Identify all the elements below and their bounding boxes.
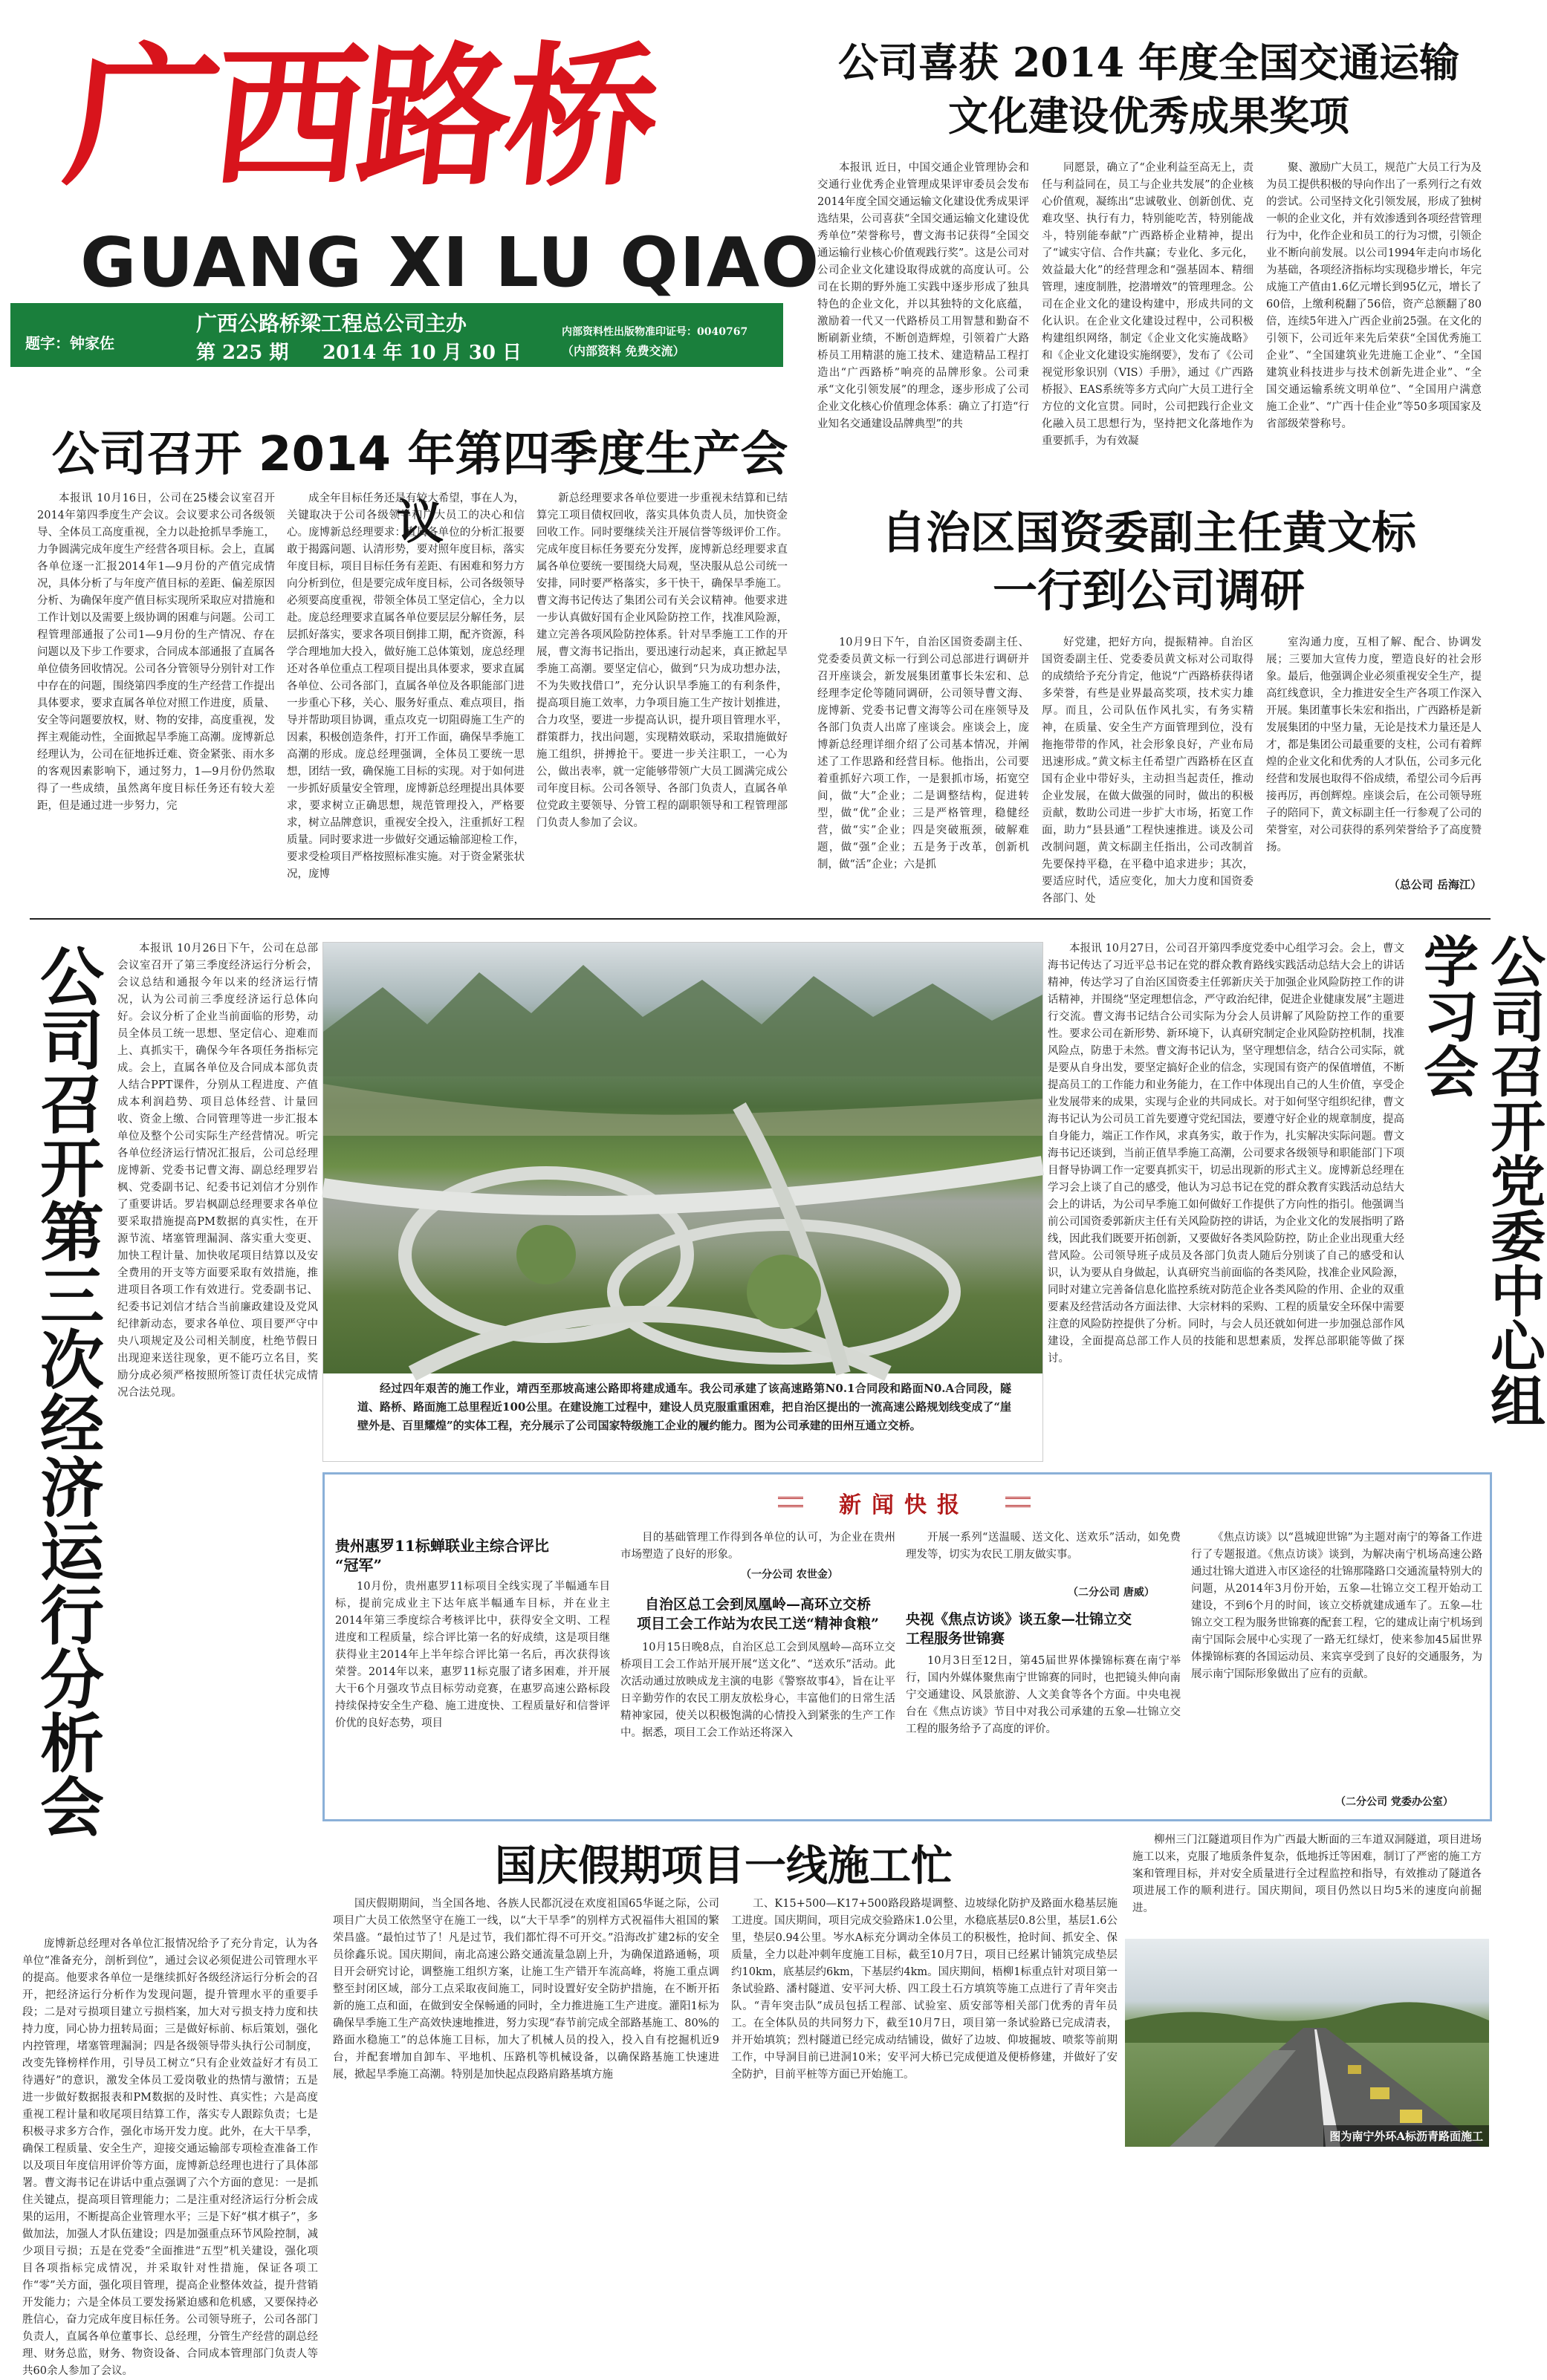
news-item2-title-1: 自治区总工会到凤凰岭—高环立交桥 [644, 1596, 871, 1613]
news-item1-title-2: “冠军” [335, 1556, 383, 1574]
masthead-title: 广西路桥 [57, 28, 662, 207]
article-meeting-col-1: 本报讯 10月16日，公司在25楼会议室召开2014年第四季度生产会议。会议要求公司各级领导、全体员工高度重视，全力以赴抢抓旱季施工，力争圆满完成年度生产经营各项目标。会上，直属各单位逐一汇报2014年1—9月份的产值完成情况，具体分析了与年度产值目标的差距、偏差原因分析、为确保年度产值目标实现所采取应对措施和工作计划以及需要上级协调的困难与问题。公司工程管理部通报了公司1—9月份的生产情况、存在问题以及下步工作要求，合同成本部通报了直属各单位债务回收情况。公司各分管领导分别针对工作中存在的问题，围绕第四季度的生产经营工作提出具体要求，要求直属各单位对照工作进度，质量、安全等问题要放权，财、物的安排，高度重视，发挥主观能动性，全面掀起旱季施工高潮。庞博新总经理认为，公司在征地拆迁难、资金紧张、雨水多的客观因素影响下，通过努力，1—9月份仍然取得了一些成绩，虽然离年度目标任务还有较大差距，但是通过进一步努力，完 [37, 492, 275, 812]
interchange-illustration [323, 943, 1042, 1373]
article-party-text: 本报讯 10月27日，公司召开第四季度党委中心组学习会。会上，曹文海书记传达了习近平总书记在党的群众教育路线实践活动总结大会上的讲话精神，传达学习了自治区国资委主任郭新庆关于加强企业风险防控工作的讲话精神，并围绕“坚定理想信念，严守政治纪律，促进企业健康发展”主题进行交流。曹文海书记结合公司实际为分会人员讲解了风险防控工作的重要性。要求公司在新形势、新环境下，认真研究制定企业风险防控机制，找准风险点，防患于未然。曹文海书记认为，坚守理想信念，结合公司实际，就是要从自身出发，要坚定搞好企业的信念，实现国有资产的保值增值，不断提高员工的工作能力和业务能力，在工作中体现出自己的人生价值，享受企业发展带来的成果，实现与企业的共同成长。对于如何坚守组织纪律，曹文海书记认为公司员工首先要遵守党纪国法，要遵守好企业的规章制度，提高自身能力，端正工作作风，求真务实，敢于作为，扎实解决实际问题。曹文海书记还谈到，当前正值旱季施工高潮，公司要求各级领导和职能部门下项目督导协调工作一定要真抓实干，切忌出现新的形式主义。庞博新总经理在学习会上谈了自己的感受，他认为习总书记在党的群众教育实践活动总结大会上的讲话，为公司早季施工如何做好工作提供了方向性的指引。他强调当前公司国资委郭新庆主任有关风险防控的讲话，为企业文化的发展指明了路线，因此我们既要开拓创新，又要做好各类风险防控，防止企业出现重大经营风险。公司领导班子成员及各部门负责人随后分别谈了自己的感受和认识，认为要从自身做起，认真研究当前面临的各类风险，找准企业风险源，同时对建立完善备信息化监控系统对防范企业各类风险的作用、企业的双重要素及经营活动各方面法律、大宗材料的采购、工程的质量安全环保中需要注意的风险防控提供了分析。同时，与会人员还就如何进一步加强总部作风建设，全面提高总部工作人员的技能和思想素质，发挥总部职能等做了探讨。 [1048, 943, 1404, 1365]
article-award [807, 22, 1491, 492]
article-meeting-col-3: 新总经理要求各单位要进一步重视未结算和已结算完工项目债权回收，落实具体负责人员，加快资金回收工作。同时要继续关注开展信誉等级评价工作。完成年度目标任务要充分发挥，庞博新总经理要求直属各单位要统一要围绕大局观，坚决服从总公司统一安排，同时要严格落实，多干快干，确保旱季施工。曹文海书记传达了集团公司有关会议精神。他要求进一步认真做好国有企业风险防控工作，找准风险源，建立完善各项风险防控体系。针对旱季施工工作的开展，曹文海书记指出，要迅速行动起来，真正掀起旱季施工高潮。要坚定信心，做到“只为成功想办法，不为失败找借口”，充分认识旱季施工的有利条件，提高项目施工效率，力争项目施工生产按计划推进，合力攻坚，要进一步提高认识，提升项目管理水平，群策群力，找出问题，实现精效联动，采取措施做好施工组织，拼搏抢干。要进一步关注职工，一心为公，做出表率，就一定能够带领广大员工圆满完成公司年度目标。公司各领导、各部门负责人，直属各单位党政主要领导、分管工程的副职领导和工程管理部门负责人参加了会议。 [536, 492, 788, 829]
article-party-title: 公司召开党委中心组学习会 [1415, 933, 1546, 1428]
article-economic-title: 公司召开第三次经济运行分析会 [29, 943, 104, 1838]
news-item2-title-2: 项目工会工作站为农民工送“精神食粮” [637, 1616, 879, 1632]
article-holiday [322, 1827, 1492, 2147]
article-award-title-2: 文化建设优秀成果奖项 [948, 92, 1349, 140]
news-flash [322, 1472, 1492, 1821]
article-meeting-col-2: 成全年目标任务还是有较大希望，事在人为，关键取决于公司各级领导和广大员工的决心和信心。庞博新总经理要求：直属各单位的分析汇报要敢于揭露问题、认清形势，要对照年度目标，落实年度目标，项目目标任务有差距、有困难和努力方向分析到位，但是要完成年度目标，公司各级领导必须要高度重视，带领全体员工坚定信心，全力以赴。庞总经理要求直属各单位要层层分解任务，层层抓好落实，要求各项目倒排工期，配齐资源，科学合理地加大投入，做好施工总体策划，庞总经理还对各单位重点工程项目提出具体要求，要求直属各单位、公司各部门，直属各单位及各职能部门进一步重心下移，关心、服务好重点、难点项目，指导并帮助项目协调，重点攻克一切阻碍施工生产的因素，积极创造条件，打开工作面，确保旱季施工高潮的形成。庞总经理强调，全体员工要统一思想，团结一致，确保施工目标的实现。对于如何进一步抓好质量安全管理，庞博新总经理提出具体要求，要求树立正确思想，规范管理投入，严格要求，树立品牌意识，重视安全投入，注重抓好工程质量。同时要求进一步做好交通运输部迎检工作，要求受检项目严格按照标准实施。对于资金紧张状况，庞博 [287, 492, 525, 880]
article-holiday-title: 国庆假期项目一线施工忙 [495, 1841, 953, 1890]
article-visit [807, 496, 1491, 912]
article-holiday-right-text: 柳州三门江隧道项目作为广西最大断面的三车道双洞隧道，项目进场施工以来，克服了地质条件复杂，低地拆迁等困难，制订了严密的施工方案和管理目标，并对安全质量进行全过程监控和指导，有效推动了隧道各项进展工作的顺利进行。国庆期间，项目仍然以日均5米的速度向前掘进。 [1132, 1834, 1482, 1914]
masthead-issue: 第 225 期 [196, 342, 289, 364]
main-photo [323, 943, 1042, 1373]
news-flash-ornament-left [778, 1497, 803, 1507]
article-economic-col-top: 本报讯 10月26日下午，公司在总部会议室召开了第三季度经济运行分析会，会议总结和通报今年以来的经济运行情况，认为公司前三季度经济运行总体向好。会议分析了企业当前面临的形势，动员全体员工统一思想、坚定信心、迎难而上、真抓实干，确保今年各项任务指标完成。会上，直属各单位及合同成本部负责人结合PPT课件，分别从工程进度、产值成本利润趋势、项目总体经营、计量回收、资金上缴、合同管理等进一步汇报本单位及整个公司实际生产经营情况。听完各单位经济运行情况汇报后，公司总经理庞博新、党委书记曹文海、副总经理罗岩枫、党委副书记、纪委书记刘信才分别作了重要讲话。罗岩枫副总经理要求各单位要采取措施提高PM数据的真实性，在开源节流、堵塞管理漏洞、落实重大变更、加快工程计量、加快收尾项目结算以及安全费用的开支等方面要采取有效措施，推进项目各项工作有效进行。党委副书记、纪委书记刘信才结合当前廉政建设及党风纪律新动态，要求各单位、项目要严守中央八项规定及公司相关制度，杜绝节假日出现迎来送往现象，更不能巧立名目，奖励分成必须严格按照所签订责任状完成情况合法兑现。 [117, 943, 318, 1399]
news-flash-banner [808, 1486, 1001, 1518]
article-visit-col-1: 10月9日下午，自治区国资委副主任、党委委员黄文标一行到公司总部进行调研并召开座谈会，新发展集团董事长朱宏和、总经理李定伦等随同调研，公司领导曹文海、庞博新、党委书记曹文海等公司在座领导及各部门负责人出席了座谈会。座谈会上，庞博新总经理详细介绍了公司基本情况，并阐述了工作思路和经营目标。他指出，公司要着重抓好六项工作，一是狠抓市场，拓宽空间，做“大”企业；二是调整结构，促进转型，做“优”企业；三是严格管理，稳健经营，做“实”企业；四是突破瓶颈，破解难题，做“强”企业；五是务于改革，创新机制，做“活”企业；六是抓 [817, 637, 1029, 871]
article-visit-col-2: 好党建，把好方向，提振精神。自治区国资委副主任、党委委员黄文标对公司取得的成绩给予充分肯定，他说“广西路桥获得诸多荣誉，有些是业界最高奖项，技术实力雄厚。而且，公司队伍作风扎实，有务实精神，在质量、安全生产方面管理到位，没有拖拖带带的作风，社会形象良好，产业布局迅速形成。”黄文标主任希望广西路桥在区直国有企业中带好头，主动担当起责任，推动企业发展，在做大做强的同时，做出的积极贡献，数助公司进一步扩大市场，拓宽工作面，助力“县县通”工程快速推进。谈及公司改制问题，黄文标副主任指出，公司改制首先要保持平稳，在平稳中追求进步；其次，要适应时代，适应变化，加大力度和国资委各部门、处 [1042, 637, 1254, 905]
road-illustration [1125, 1939, 1489, 2147]
article-visit-signature: （总公司 岳海江） [1388, 878, 1482, 891]
masthead-pinyin: GUANG XI LU QIAO [80, 223, 821, 302]
news-item2-sign: （二分公司 唐威） [1068, 1587, 1155, 1599]
news-item3-sign: （二分公司 党委办公室） [1335, 1796, 1453, 1808]
section-divider [30, 918, 1491, 920]
article-meeting-title: 公司召开 2014 年第四季度生产会议 [51, 427, 788, 550]
news-flash-ornament-right [1005, 1497, 1031, 1507]
article-visit-title-1: 自治区国资委副主任黄文标 [881, 507, 1416, 559]
news-item3-right: 《焦点访谈》以“邕城迎世锦”为主题对南宁的筹备工作进行了专题报道。《焦点访谈》谈到，为解决南宁机场高速公路通过壮锦大道进入市区途径的壮锦那隆路口交通流量特别大的问题，从2014年3月份开始，五象—壮锦立交工程开始动工建设，不到6个月的时间，该立交桥就建成通车了。五象—壮锦立交工程为服务世锦赛的配套工程，它的建成让南宁机场到南宁国际会展中心实现了一路无红绿灯，使来参加45届世界体操锦标赛的各国运动员、来宾享受到了良好的交通服务，为展示南宁国际形象做出了应有的贡献。 [1191, 1532, 1482, 1680]
article-award-col-3: 聚、激励广大员工，规范广大员工行为及为员工提供积极的导向作出了一系列行之有效的尝试。公司坚持文化引领发展，形成了独树一帜的企业文化，并有效渗透到各项经营管理行为中，化作企业和员工的行为习惯，引领企业不断向前发展。以公司1994年走向市场化为基础，各项经济指标均实现稳步增长，年完成施工产值由1.6亿元增长到95亿元，增长了60倍，上缴利税翻了56倍，资产总额翻了80倍，连续5年进入广西企业前25强。在文化的引领下，公司近年来先后荣获“全国优秀施工企业”、“全国建筑业先进施工企业”、“全国建筑业科技进步与技术创新先进企业”、“全国交通运输系统文明单位”、“全国用户满意施工企业”、“广西十佳企业”等50多项国家及省部级荣誉称号。 [1266, 162, 1482, 430]
news-item2-end: 开展一系列“送温暖、送文化、送欢乐”活动，如免费理发等，切实为农民工朋友做实事。 [906, 1532, 1181, 1561]
article-award-col-2: 同愿景，确立了“企业利益至高无上，责任与利益同在，员工与企业共发展”的企业核心价值观，凝练出“忠诚敬业、创新创优、克难攻坚、执行有力，特别能吃苦，特别能战斗，特别能奉献”广西路桥企业精神，提出了“诚实守信、合作共赢；专业化、多元化，效益最大化”的经营理念和“强基固本、精细管理，速度制胜，挖潜增效”的管理理念。公司在企业文化的建设构建中，形成共同的文化认识。在企业文化建设过程中，公司积极构建组织网络，制定《企业文化实施战略》和《企业文化建设实施纲要》，发布了《公司视觉形象识别（VIS）手册》，通过《广西路桥报》、EAS系统等多方式向广大员工进行全方位的文化宣贯。同时，公司把践行企业文化融入员工思想行为，坚持把文化落地作为重要抓手，为有效凝 [1042, 162, 1254, 447]
news-item3-title-1: 央视《焦点访谈》谈五象—壮锦立交 [906, 1611, 1132, 1628]
article-party [1048, 926, 1546, 1475]
masthead-inscription: 题字：钟家佐 [25, 334, 114, 352]
news-item3-text: 10月3日至12日，第45届世界体操锦标赛在南宁举行，国内外媒体聚焦南宁世锦赛的同时，也把镜头伸向南宁交通建设、风景旅游、人文美食等各个方面。中央电视台在《焦点访谈》节目中对我公司承建的五象—壮锦立交工程的服务给予了高度的评价。 [906, 1655, 1181, 1735]
news-item1-end: 目的基础管理工作得到各单位的认可，为企业在贵州市场塑造了良好的形象。 [620, 1532, 895, 1561]
news-flash-title: 新闻快报 [839, 1492, 970, 1518]
article-economic [22, 926, 320, 2377]
article-holiday-col-1: 国庆假期期间，当全国各地、各族人民都沉浸在欢度祖国65华诞之际，公司项目广大员工依然坚守在施工一线，以“大干旱季”的别样方式祝福伟大祖国的繁荣昌盛。“最怕过节了！凡是过节，我们都忙得不可开交。”沿海改扩建2标的安全员徐鑫乐说。国庆期间，南北高速公路交通流量急剧上升，为确保道路通畅，项目开会研究讨论，调整施工组织方案，让施工生产错开车流高峰，将施工重点调整至封闭区域，部分工点采取夜间施工，同时设置好安全防护措施，在不断开拓新的施工点和面，在做到安全保畅通的同时，全力推进施工生产进度。灌阳1标为确保旱季施工生产高效快速地推进，努力实现“春节前完成全部路基施工、80%的路面水稳施工”的总体施工目标，加大了机械人员的投入，投入自有挖掘机近9台，并配套增加自卸车、平地机、压路机等机械设备，以确保路基施工快速进展，掀起旱季施工高潮。特别是加快起点段路肩路基填方施 [333, 1898, 719, 2081]
masthead-info-band [10, 303, 783, 367]
masthead-permit: 内部资料性出版物准印证号：0040767 [562, 326, 748, 338]
news-item3-title-2: 工程服务世锦赛 [906, 1630, 1005, 1647]
news-item1-sign: （一分公司 农世金） [741, 1569, 838, 1581]
masthead-note: （内部资料 免费交流） [562, 344, 685, 358]
article-economic-col-bottom: 庞博新总经理对各单位汇报情况给予了充分肯定，认为各单位“准备充分，剖析到位”，通过会议必须促进公司管理水平的提高。他要求各单位一是继续抓好各级经济运行分析会的召开，把经济运行分析作为发现问题，提升管理水平的重要手段；二是对亏损项目建立亏损档案，加大对亏损支持力度和扶持力度，同心协力扭转局面；三是做好标前、标后策划，强化内控管理，堵塞管理漏洞；四是各级领导带头执行公司制度，改变先锋榜样作用，引导员工树立“只有企业效益好才有员工待遇好”的意识，激发全体员工爱岗敬业的热情与激情；五是进一步做好数据报表和PM数据的及时性、真实性；六是高度重视工程计量和收尾项目结算工作，落实专人跟踪负责；七是积极寻求多方合作，强化市场开发力度。此外，在大干旱季，确保工程质量、安全生产，迎接交通运输部专项检查准备工作以及项目年度信用评价等方面，庞博新总经理也进行了具体部署。曹文海书记在讲话中重点强调了六个方面的意见：一是抓住关键点，提高项目管理能力；二是注重对经济运行分析会成果的运用，不断提高企业管理水平；三是下好“棋才棋子”，多做加法，加强人才队伍建设；四是加强重点环节风险控制，减少项目亏损；五是在党委“全面推进“五型”机关建设，强化项目各项指标完成情况，并采取针对性措施，保证各项工作“零”关方面，强化项目管理，提高企业整体效益，提升营销开发能力；六是全体员工要发扬紧迫感和危机感，又要保持必胜信心，奋力完成年度目标任务。公司领导班子，公司各部门负责人，直属各单位董事长、总经理，分管生产经营的副总经理、财务总监，财务、物资设备、合同成本管理部门负责人等共60余人参加了会议。 [22, 1938, 318, 2377]
masthead-publisher: 广西公路桥梁工程总公司主办 [196, 311, 467, 336]
masthead [0, 0, 821, 401]
article-visit-title-2: 一行到公司调研 [993, 565, 1305, 617]
road-photo-caption: 图为南宁外环A标沥青路面施工 [1323, 2125, 1489, 2147]
main-photo-block [322, 942, 1043, 1462]
news-item1-text: 10月份，贵州惠罗11标项目全线实现了半幅通车目标，提前完成业主下达年底半幅通车目标，并在业主2014年第三季度综合考核评比中，获得安全文明、工程进度和工程质量，综合评比第一名的好成绩，这是项目继获得业主2014年上半年综合评比第一名后，再次获得该荣誉。2014年以来，惠罗11标克服了诸多困难，并开展大干6个月强攻节点目标劳动竞赛，在惠罗高速公路标段持续保持安全生产稳、施工进度快、工程质量好和信誉评价优的良好态势，项目 [335, 1581, 610, 1729]
article-meeting [37, 407, 802, 905]
road-photo [1125, 1939, 1489, 2147]
news-item1-title-1: 贵州惠罗11标蝉联业主综合评比 [335, 1537, 549, 1555]
article-holiday-col-2: 工、K15+500—K17+500路段路堤调整、边坡绿化防护及路面水稳基层施工进度。国庆期间，项目完成交验路床1.0公里，水稳底基层0.8公里，基层1.6公里，垫层0.94公里。岑水A标充分调动全体员工的积极性，抢时间、抓安全、保质量，全力以赴冲刺年度施工目标，截至10月7日，项目已经累计铺筑完成垫层约10km，底基层约6km，下基层约4km。国庆期间，梧柳1标重点针对项目第一条试验路、潘村隧道、安平河大桥、四工段土石方填筑等施工点进行了青年突击队。“青年突击队”成员包括工程部、试验室、质安部等相关部门优秀的青年员工。在全体队员的共同努力下，截至10月7日，项目第一条试验路已完成清表，并开始填筑；烈村隧道已经完成动结铺设，做好了边坡、仰坡掘坡、喷浆等前期工作，中导洞目前已进洞10米；安平河大桥已完成便道及便桥修建，并做好了安全防护，目前平桩等方面已开始施工。 [731, 1898, 1118, 2081]
masthead-date: 2014 年 10 月 30 日 [322, 342, 522, 364]
article-visit-col-3: 室沟通力度，互相了解、配合、协调发展；三要加大宣传力度，塑造良好的社会形象。最后，他强调企业必须重视安全生产，提高红线意识，全力推进安全生产各项工作深入开展。集团董事长朱宏和指出，广西路桥是新发展集团的中坚力量，无论是技术力量还是人才，都是集团公司最重要的支柱，公司有着辉煌的企业文化和优秀的人才队伍，公司多元化经营和发展也取得不俗成绩，希望公司今后再接再厉，再创辉煌。座谈会后，在公司领导班子的陪同下，黄文标副主任一行参观了公司的荣誉室，对公司获得的系列荣誉给予了高度赞扬。 [1266, 637, 1482, 854]
news-item2-text: 10月15日晚8点，自治区总工会到凤凰岭—高环立交桥项目工会工作站开展开展“送文化”、“送欢乐”活动。此次活动通过放映成龙主演的电影《警察故事4》，旨在让平日辛勤劳作的农民工朋友放松身心，丰富他们的日常生活精神家园，使关以积极饱满的心情投入到紧张的生产工作中。据悉，项目工会工作站还将深入 [620, 1642, 895, 1739]
main-photo-caption: 经过四年艰苦的施工作业，靖西至那坡高速公路即将建成通车。我公司承建了该高速路第N0.1合同段和路面N0.A合同段，隧道、路桥、路面施工总里程近100公里。在建设施工过程中，建设人员克服重重困难，把自治区提出的一流高速公路规划线变成了“崖壁外是、百里耀煌”的实体工程，充分展示了公司国家特级施工企业的履约能力。图为公司承建的田州互通立交桥。 [357, 1382, 1011, 1432]
article-award-title-1: 公司喜获 2014 年度全国交通运输 [838, 39, 1459, 86]
article-award-col-1: 本报讯 近日，中国交通企业管理协会和交通行业优秀企业管理成果评审委员会发布2014年度全国交通运输文化建设优秀成果评选结果，公司喜获“全国交通运输文化建设优秀单位”荣誉称号，曹文海书记获得“全国交通运输行业核心价值观践行奖”。这是公司对公司企业文化建设取得成就的高度认可。公司在长期的野外施工实践中逐步形成了独具特色的企业文化，并以其独特的文化底蕴，激励着一代又一代路桥员工用智慧和勤奋不断刷新业绩，不断创造辉煌，引领着广大路桥员工用精湛的施工技术、建造精品工程打造出“广西路桥”响亮的品牌形象。公司秉承“文化引领发展”的理念，逐步形成了公司企业文化核心价值理念体系：确立了打造“行业知名交通建设品牌典型”的共 [817, 162, 1029, 430]
